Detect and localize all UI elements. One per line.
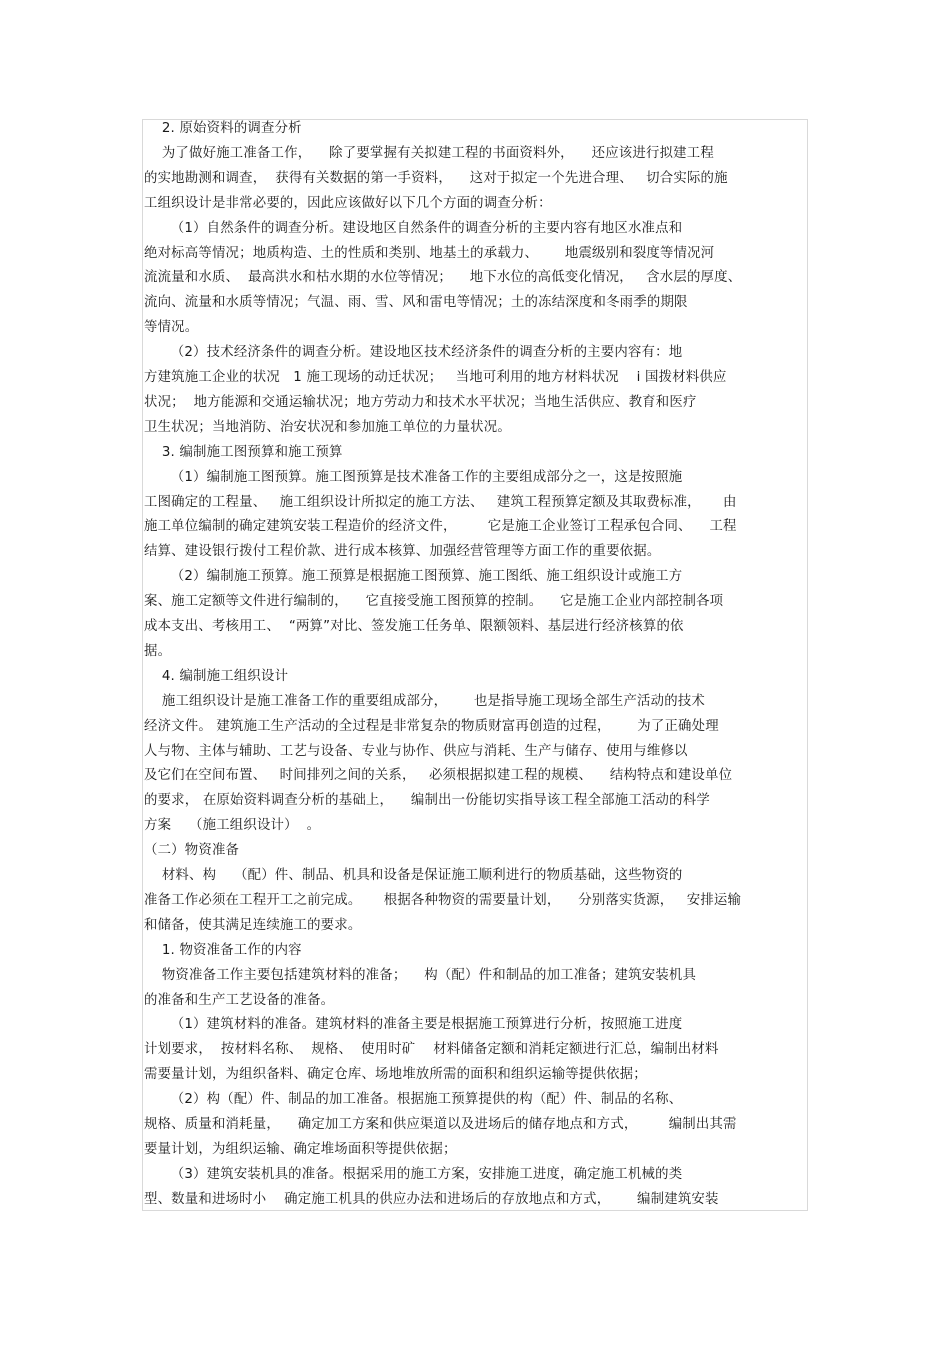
text-line: 物资准备工作主要包括建筑材料的准备； 构（配）件和制品的加工准备；建筑安装机具 [144,968,697,983]
text-line: 方建筑施工企业的状况 1 施工现场的动迁状况； 当地可利用的地方材料状况 i 国拨材料供应 [144,370,727,385]
text-line: （1）建筑材料的准备。建筑材料的准备主要是根据施工预算进行分析，按照施工进度 [144,1017,683,1032]
text-line: （1）自然条件的调查分析。建设地区自然条件的调查分析的主要内容有地区水准点和 [144,221,683,236]
text-line: 1. 物资准备工作的内容 [144,943,302,958]
text-line: 状况； 地方能源和交通运输状况；地方劳动力和技术水平状况；当地生活供应、教育和医疗 [144,395,697,410]
text-line: （2）构（配）件、制品的加工准备。根据施工预算提供的构（配）件、制品的名称、 [144,1092,683,1107]
text-line: 规格、质量和消耗量， 确定加工方案和供应渠道以及进场后的储存地点和方式， 编制出其需 [144,1117,737,1132]
text-line: 流向、流量和水质等情况；气温、雨、雪、风和雷电等情况；土的冻结深度和冬雨季的期限 [144,295,688,310]
text-line: （2）编制施工预算。施工预算是根据施工图预算、施工图纸、施工组织设计或施工方 [144,569,683,584]
text-line: （3）建筑安装机具的准备。根据采用的施工方案，安排施工进度，确定施工机械的类 [144,1167,683,1182]
text-line: 为了做好施工准备工作， 除了要掌握有关拟建工程的书面资料外， 还应该进行拟建工程 [144,146,714,161]
text-line: 2. 原始资料的调查分析 [144,121,302,136]
text-line: 的要求， 在原始资料调查分析的基础上， 编制出一份能切实指导该工程全部施工活动的科学 [144,793,710,808]
text-line: 案、施工定额等文件进行编制的， 它直接受施工图预算的控制。 它是施工企业内部控制各项 [144,594,724,609]
text-line: （二）物资准备 [144,843,240,858]
text-line: 结算、建设银行拨付工程价款、进行成本核算、加强经营管理等方面工作的重要依据。 [144,544,661,559]
text-line: 施工组织设计是施工准备工作的重要组成部分， 也是指导施工现场全部生产活动的技术 [144,694,706,709]
text-line: 流流量和水质、 最高洪水和枯水期的水位等情况； 地下水位的高低变化情况， 含水层的厚度、 [144,270,742,285]
text-line: 的准备和生产工艺设备的准备。 [144,993,335,1008]
text-line: 据。 [144,644,172,659]
text-line: 绝对标高等情况；地质构造、土的性质和类别、地基土的承载力、 地震级别和裂度等情况河 [144,246,715,261]
text-line: 经济文件。 建筑施工生产活动的全过程是非常复杂的物质财富再创造的过程， 为了正确处理 [144,719,719,734]
text-line: 工图确定的工程量、 施工组织设计所拟定的施工方法、 建筑工程预算定额及其取费标准， 由 [144,495,737,510]
text-line: 需要量计划，为组织备料、确定仓库、场地堆放所需的面积和组织运输等提供依据； [144,1067,647,1082]
text-line: 方案 （施工组织设计） 。 [144,818,321,833]
text-line: 成本支出、考核用工、 “两算”对比、签发施工任务单、限额领料、基层进行经济核算的依 [144,619,684,634]
text-line: 4. 编制施工组织设计 [144,669,289,684]
text-line: 型、数量和进场时小 确定施工机具的供应办法和进场后的存放地点和方式， 编制建筑安装 [144,1192,719,1207]
text-line: 的实地勘测和调查， 获得有关数据的第一手资料， 这对于拟定一个先进合理、 切合实际的施 [144,171,728,186]
text-line: 等情况。 [144,320,199,335]
text-line: 及它们在空间布置、 时间排列之间的关系， 必须根据拟建工程的规模、 结构特点和建设单位 [144,768,733,783]
text-line: 工组织设计是非常必要的，因此应该做好以下几个方面的调查分析： [144,196,552,211]
text-line: 和储备，使其满足连续施工的要求。 [144,918,362,933]
text-line: （1）编制施工图预算。施工图预算是技术准备工作的主要组成部分之一，这是按照施 [144,470,683,485]
text-line: 3. 编制施工图预算和施工预算 [144,445,343,460]
text-line: 准备工作必须在工程开工之前完成。 根据各种物资的需要量计划， 分别落实货源， 安排运输 [144,893,742,908]
text-line: 材料、构 （配）件、制品、机具和设备是保证施工顺利进行的物质基础，这些物资的 [144,868,683,883]
text-line: 计划要求， 按材料名称、 规格、 使用时矿 材料储备定额和消耗定额进行汇总，编制出材料 [144,1042,719,1057]
text-line: 要量计划，为组织运输、确定堆场面积等提供依据； [144,1142,457,1157]
text-line: 人与物、主体与辅助、工艺与设备、专业与协作、供应与消耗、生产与储存、使用与维修以 [144,744,688,759]
text-line: 施工单位编制的确定建筑安装工程造价的经济文件， 它是施工企业签订工程承包合同、 工程 [144,519,737,534]
text-line: 卫生状况；当地消防、治安状况和参加施工单位的力量状况。 [144,420,511,435]
text-line: （2）技术经济条件的调查分析。建设地区技术经济条件的调查分析的主要内容有：地 [144,345,683,360]
